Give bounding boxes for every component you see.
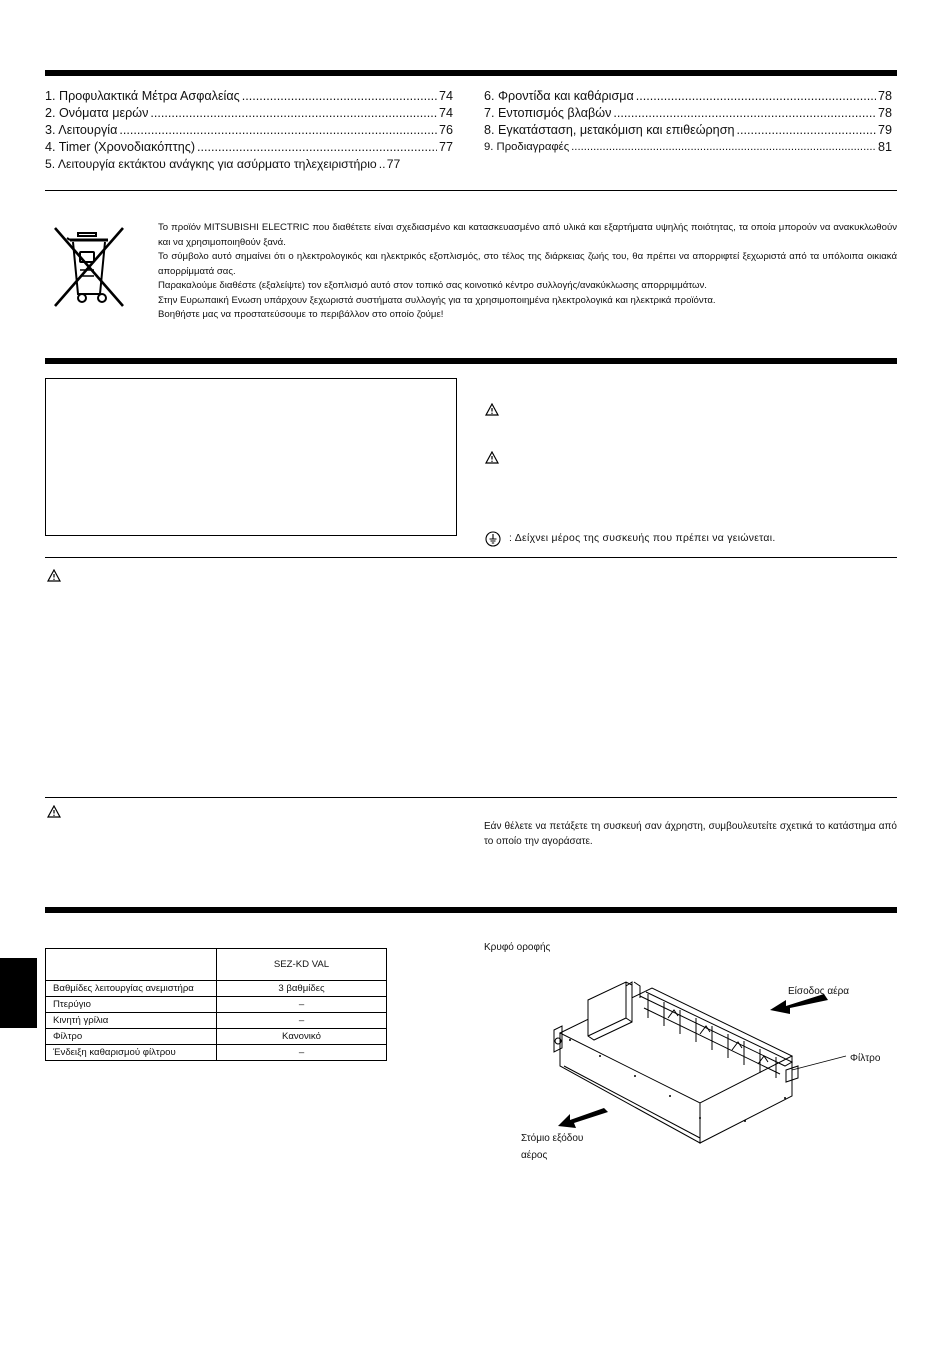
toc-page: 74 — [438, 89, 453, 103]
table-row-value: – — [217, 997, 387, 1013]
air-outlet-label-line-2: αέρος — [521, 1150, 548, 1161]
toc-page: 74 — [438, 106, 453, 120]
language-thumb-tab — [0, 958, 37, 1028]
toc-page: 81 — [877, 140, 892, 154]
figure-title: Κρυφό οροφής — [484, 942, 551, 953]
notice-line-2: Το σύμβολο αυτό σημαίνει ότι ο ηλεκτρολογικός και ηλεκτρικός εξοπλισμός, στο τέλος της διάρκειας ζωής του, θα πρέπει να απορριφτεί ξεχωριστά από τα υπόλοιπα οικιακά απορρίμματά σας. — [158, 251, 897, 277]
table-row — [46, 1029, 387, 1045]
toc-label: 9. Προδιαγραφές — [484, 141, 570, 153]
ground-symbol-icon — [485, 531, 501, 547]
top-rule — [45, 70, 897, 76]
toc-right — [484, 88, 892, 156]
table-row-label: Πτερύγιο — [46, 997, 217, 1013]
caution-divider — [45, 797, 897, 798]
toc-label: 4. Timer (Χρονοδιακόπτης) — [45, 140, 196, 154]
toc-entry-8[interactable] — [484, 122, 892, 139]
toc-left — [45, 88, 453, 173]
warning-divider — [45, 557, 897, 558]
notice-line-4: Στην Ευρωπαική Ενωση υπάρχουν ξεχωριστά συστήματα συλλογής για τα χρησιμοποιημένα ηλεκτρολογικά και ηλεκτρικά προϊόντα. — [158, 294, 716, 306]
filter-label: Φίλτρο — [850, 1053, 881, 1064]
toc-entry-1[interactable] — [45, 88, 453, 105]
toc-label: 5. Λειτουργία εκτάκτου ανάγκης για ασύρματο τηλεχειριστήριο — [45, 157, 377, 171]
safety-notice-box — [45, 378, 457, 536]
table-row — [46, 1045, 387, 1061]
toc-label: 7. Εντοπισμός βλαβών — [484, 106, 612, 120]
toc-entry-6[interactable] — [484, 88, 892, 105]
toc-label: 8. Εγκατάσταση, μετακόμιση και επιθεώρηση — [484, 123, 735, 137]
toc-entry-3[interactable] — [45, 122, 453, 139]
air-outlet-label-line-1: Στόμιο εξόδου — [521, 1133, 584, 1144]
air-inlet-arrow-icon — [770, 994, 828, 1014]
table-row — [46, 1013, 387, 1029]
toc-entry-2[interactable] — [45, 105, 453, 122]
table-row-label: Ένδειξη καθαρισμού φίλτρου — [46, 1045, 217, 1061]
table-row — [46, 981, 387, 997]
toc-label: 3. Λειτουργία — [45, 123, 118, 137]
toc-page: 79 — [877, 123, 892, 137]
table-row-label: Βαθμίδες λειτουργίας ανεμιστήρα — [46, 981, 217, 997]
ground-symbol-description: : Δείχνει μέρος της συσκευής που πρέπει να γειώνεται. — [509, 533, 776, 544]
toc-entry-5[interactable] — [45, 156, 453, 173]
notice-line-3: Παρακαλούμε διαθέστε (εξαλείψτε) τον εξοπλισμό αυτό στον τοπικό σας κοινοτικό κέντρο συλλογής/ανακύκλωσης απορριμμάτων. — [158, 280, 707, 291]
table-model-header: SEZ-KD VAL — [217, 949, 387, 981]
toc-entry-7[interactable] — [484, 105, 892, 122]
notice-line-5: Βοηθήστε μας να προστατεύσουμε το περιβάλλον στο οποίο ζούμε! — [158, 309, 444, 320]
table-row-value: – — [217, 1045, 387, 1061]
toc-page: 77 — [386, 157, 401, 171]
toc-page: 76 — [438, 123, 453, 137]
caution-triangle-icon — [485, 451, 499, 464]
toc-label: 6. Φροντίδα και καθάρισμα — [484, 89, 634, 103]
toc-page: 77 — [438, 140, 453, 154]
table-row-label: Κινητή γρίλια — [46, 1013, 217, 1029]
table-row — [46, 997, 387, 1013]
air-inlet-label: Είσοδος αέρα — [788, 986, 850, 997]
toc-entry-4[interactable] — [45, 139, 453, 156]
table-row-value: – — [217, 1013, 387, 1029]
recycling-notice — [158, 221, 897, 323]
warning-triangle-icon — [47, 569, 61, 582]
notice-line-1: Το προϊόν MITSUBISHI ELECTRIC που διαθέτετε είναι σχεδιασμένο και κατασκευασμένο από υλικά και εξαρτήματα υψηλής ποιότητας, τα οποία μπορούν να ανακυκλωθούν και να χρησιμοποιηθούν ξανά. — [158, 222, 897, 248]
table-header-empty — [46, 949, 217, 981]
toc-entry-9[interactable] — [484, 139, 892, 156]
warning-triangle-icon — [485, 403, 499, 416]
table-row-value: 3 βαθμίδες — [217, 981, 387, 997]
toc-label: 1. Προφυλακτικά Μέτρα Ασφαλείας — [45, 89, 240, 103]
caution-triangle-icon — [47, 805, 61, 818]
table-header-row — [46, 949, 387, 981]
toc-label: 2. Ονόματα μερών — [45, 106, 149, 120]
toc-divider — [45, 190, 897, 191]
crossed-out-bin-icon — [50, 224, 128, 310]
section-2-rule — [45, 907, 897, 913]
air-outlet-arrow-icon — [558, 1108, 608, 1128]
table-row-label: Φίλτρο — [46, 1029, 217, 1045]
feature-table — [45, 948, 387, 1061]
table-row-value: Κανονικό — [217, 1029, 387, 1045]
toc-page: 78 — [877, 106, 892, 120]
disposal-advice: Εάν θέλετε να πετάξετε τη συσκευή σαν άχρηστη, συμβουλευτείτε σχετικά το κατάστημα από το οποίο την αγοράσατε. — [484, 821, 897, 847]
ceiling-concealed-unit-drawing — [540, 978, 860, 1158]
filter-leader-line — [792, 1056, 846, 1070]
toc-page: 78 — [877, 89, 892, 103]
section-1-rule — [45, 358, 897, 364]
